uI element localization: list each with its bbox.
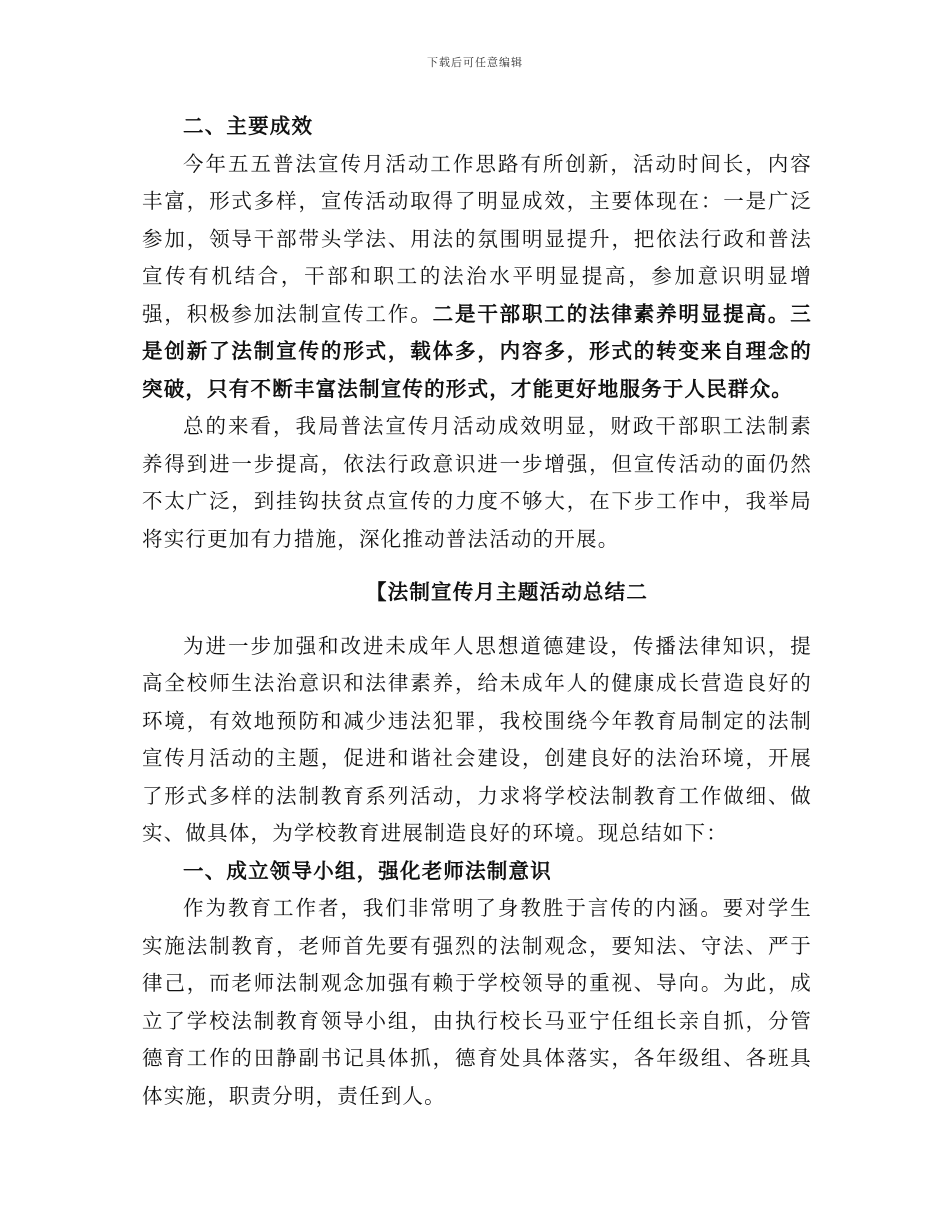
paragraph-results	[142, 146, 812, 409]
paragraph-results-bold-text: 二是干部职工的法律素养明显提高。三是创新了法制宣传的形式，载体多，内容多，形式的转变来自理念的突破，只有不断丰富法制宣传的形式，才能更好地服务于人民群众。	[142, 301, 812, 401]
paragraph-summary: 总的来看，我局普法宣传月活动成效明显，财政干部职工法制素养得到进一步提高，依法行政意识进一步增强，但宣传活动的面仍然不太广泛，到挂钩扶贫点宣传的力度不够大，在下步工作中，我举局将实行更加有力措施，深化推动普法活动的开展。	[142, 414, 812, 551]
page-header-note: 下载后可任意编辑	[427, 56, 523, 69]
paragraph-results-text: 今年五五普法宣传月活动工作思路有所创新，活动时间长，内容丰富，形式多样，宣传活动取得了明显成效，主要体现在：一是广泛参加，领导干部带头学法、用法的氛围明显提升，把依法行政和普法宣传有机结合，干部和职工的法治水平明显提高，参加意识明显增强，积极参加法制宣传工作。	[142, 151, 812, 326]
document-body	[142, 108, 812, 1115]
section-title-summary-two: 【法制宣传月主题活动总结二	[365, 580, 649, 604]
paragraph-leadership: 作为教育工作者，我们非常明了身教胜于言传的内涵。要对学生实施法制教育，老师首先要有强烈的法制观念，要知法、守法、严于律己，而老师法制观念加强有赖于学校领导的重视、导向。为此，成立了学校法制教育领导小组，由执行校长马亚宁任组长亲自抓，分管德育工作的田静副书记具体抓，德育处具体落实，各年级组、各班具体实施，职责分明，责任到人。	[142, 896, 812, 1108]
section-heading-leadership-group: 一、成立领导小组，强化老师法制意识	[183, 858, 552, 883]
section-heading-main-results: 二、主要成效	[183, 114, 314, 138]
paragraph-introduction: 为进一步加强和改进未成年人思想道德建设，传播法律知识，提高全校师生法治意识和法律素养，给未成年人的健康成长营造良好的环境，有效地预防和减少违法犯罪，我校围绕今年教育局制定的法制宣传月活动的主题，促进和谐社会建设，创建良好的法治环境，开展了形式多样的法制教育系列活动，力求将学校法制教育工作做细、做实、做具体，为学校教育进展制造良好的环境。现总结如下：	[142, 633, 812, 845]
